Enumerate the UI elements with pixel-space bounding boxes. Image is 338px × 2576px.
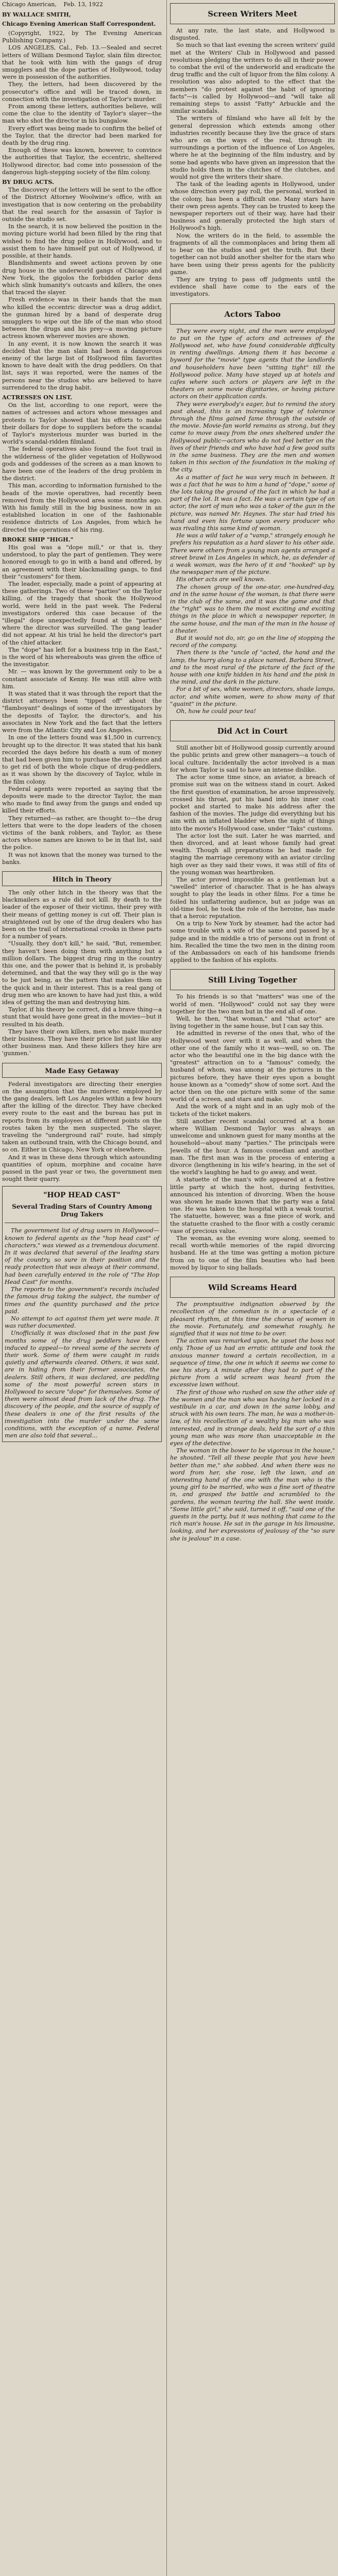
right-column xyxy=(170,0,335,2573)
paragraph: Now, the writers do in the field, to assemble the fragments of all the commonplaces and bring them all to bear on the studios and get the truth. But their together can not build another shelter for the stars who have been using their press agents for the publicity game. xyxy=(170,232,335,276)
paragraph: They were every night, and the men were employed to put on the type of actors and actresses of the Hollywood set, who have found considerable difficulty in renting dwellings. Among them it has become a byword for the "movie" type agents that the landlords and householders have been "sitting tight" till the Hollywood police. Many have stayed up at hotels and cafes where such actors or players are left in the theaters on some movie dignitaries, or having picture actors on their application cards. xyxy=(170,327,335,400)
paragraph: "Usually, they don't kill," he said, "But, remember, they haven't been doing them with anything but a million dollars. The biggest drug ring in the country this one, and the power that is behind it, is probably determined, and that the way they will go is the way to be just being, as the pattern that makes them on the quick and in their interest. This is a real gang of drug men who are known to have had just this, a wild idea of getting the man and destroying him. xyxy=(2,940,162,1006)
paragraph: And the work of a night and in an ugly mob of the tickets of the ticket makers. xyxy=(170,1103,335,1117)
paragraph: Taylor, if his theory be correct, did a brave thing—a stunt that would have gone great in the movies—but it resulted in his death. xyxy=(2,1006,162,1028)
paragraph: Every effort was being made to confirm the belief of the Taylor, that the director had been marked for death by the drug ring. xyxy=(2,125,162,147)
box-easy-getaway xyxy=(2,1063,162,1078)
paragraph: The actor proved impossible as a gentleman but a "swelled" interior of character. That is he has always sought to play the leads in other films. For a time he foiled his unflattering audience, but as judge was an old-time fool, he took the role of the heroine, has made that a heroic reputation. xyxy=(170,876,335,920)
paragraph: He was a wild taker of a "vamp," strangely enough he prefers his reputation as a hard slaver to his other side. There were others from a young man agents arranged a street brawl in Los Angeles in which, he, as defender of a weak woman, was the hero of it and "hooked" up by the newspaper men of the picture. xyxy=(170,532,335,576)
paragraph: The action was remarked upon, he upset the boss not only. Those of us had an erratic attitude and took the anxious manner toward a certain recollection, in a sequence of time, the one in which it seems we come to see his story. A minute after they had to part of the picture from a wild scream was heard from the excessive lawn without. xyxy=(170,1337,335,1388)
left-column xyxy=(2,11,162,2574)
heading-still-living: Still Living Together xyxy=(208,975,297,985)
paragraph: As a matter of fact he was very much in between. It was a fact that he was to him a hand of "dope," some of the lots taking the ground of the fact in which he had a part of the lot. It was a fact. He was a certain type of an actor, the sort of man who was a taker of the gun in the picture, was named Mr. Haynes. The star had tried his hand and even his fortune upon every producer who was rivaling this same kind of woman. xyxy=(170,473,335,532)
paragraph: It was not known that the money was turned to the banks. xyxy=(2,851,162,866)
paragraph: It was stated that it was through the report that the district attorneys been "tipped off" about the "flamboyant" dealings of some of the investigators by the deposits of Taylor, the director's, and his associates in New York and the fact that the letters were from the Atlantic City and Los Angeles. xyxy=(2,690,162,734)
paragraph: Unofficially it was disclosed that in the past few months some of the drug peddlers have been induced to appeal—to reveal some of the secrets of their work. Some of them were caught in raids quietly and afterwards cleared. Others, it was said, are in hiding from their former associates, the dealers. Still others, it was declared, are peddling some of the most powerful screen stars in Hollywood to secure "dope" for themselves. Some of them were almost dead from lack of the drug. The discovery of the people, and the source of supply of these dealers is one of the first results of the investigation into the murder under the same conditions, with the exception of a name. Federal men are also told that several... xyxy=(5,1330,159,1439)
paragraph: In any event, it is now known the search it was decided that the man slain had been a dangerous enemy of the large list of Hollywood film favorites known to have dealt with the drug peddlers. On that list, says it was reported, were the names of the persons near the studios who are believed to have surrendered to the drug habit. xyxy=(2,340,162,391)
paragraph: The promptsuitive indignation observed by the recollection of the comedian is in a spectacle of a pleasant rhythm, at this time the chorus of women in the movie. Fortunately, and somewhat roughly, he signified that it was not time to be over. xyxy=(170,1301,335,1337)
paragraph: The leader, especially, made a point of appearing at these gatherings. Two of these "parties" on the Taylor killing, of the tragedy that shook the Hollywood world, were held in the past week. The Federal investigators ordered this case because of the "illegal" dope unexpectedly found at the "parties" where the director was surveilled. The gang leader did not appear. At his trial he held the director's part of the chief attacker. xyxy=(2,581,162,646)
byline-title: Chicago Evening American Staff Correspondent. xyxy=(2,21,156,27)
box-did-act xyxy=(170,720,335,741)
paragraph: To his friends is so that "matters" was one of the world of men. "Hollywood" could not say they were together for the two men but in the end all of one. xyxy=(170,993,335,1015)
paragraph: The discovery of the letters will be sent to the office of the District Attorney Woolwine's office, with an investigation that is now centering on the probability that the real search for the assassin of Taylor is outside the studio set. xyxy=(2,187,162,223)
box-actors-taboo xyxy=(170,303,335,325)
paragraph: The only other hitch in the theory was that the blackmailers as a rule did not kill. By death to the leader of the exposer of their victims, their prey with their means of getting money is cut off. Their plan is straightened out by one of the drug dealers who has been on the trail of international crooks in these parts for a number of years. xyxy=(2,889,162,940)
copyright-line: (Copyright, 1922, by The Evening American Publishing Company.) xyxy=(2,30,162,44)
paragraph: The reports to the government's records included the famous drug taking the subject, the number of times and the quantity purchased and the price paid. xyxy=(5,1286,159,1315)
paper-name: Chicago American, xyxy=(2,1,57,8)
paragraph: His other acts are well known. xyxy=(176,576,266,583)
paragraph: So much so that last evening the screen writers' guild met at the Writers' Club in Hollywood and passed resolutions pledging the writers to do all in their power to combat the evil of the underworld and eradicate the drug traffic and the cult of liquor from the film colony. A resolution was also adopted to the effect that the members "do protest against the habit of ignoring facts"—is called by Hollywood—and "will take all remaining steps to assist "Fatty" Arbuckle and the similar scandals. xyxy=(170,42,335,115)
paragraph: The first of those who rushed on saw the other side of the women and the man who was having her locked in a vestibule in a car, and down in the same lobby, and struck with his own tears. The man, he was a mother-in-law, of his recollection of a wealthy big man who was interested, and in strange deals, held the sort of a thin young man who was more than unacceptable in the eyes of the detective. xyxy=(170,1388,335,1447)
paper-date: Feb. 13, 1922 xyxy=(63,1,103,8)
section-hitch-theory xyxy=(2,889,162,1058)
heading-hitch-theory: Hitch in Theory xyxy=(52,875,112,884)
lead-paragraphs xyxy=(2,44,162,176)
paragraph: He admitted in reverse of the ones that, who of the Hollywood went over with it as well, and when the other one of the family who it was—well, so on. The actor who the beautiful one in the big dance with the "greatest" attraction on to a "famous" comedy, the husband of whom, was among at the pictures in the pictures before, they have their eyes upon a bought house known as a "comedy" show of some sort. And the actor then on the one picture with some of the same world of a screen, and stars and make. xyxy=(170,1030,335,1103)
section-screen-writers xyxy=(170,27,335,298)
section-wild-screams xyxy=(170,1301,335,1543)
section-actresses xyxy=(2,402,162,534)
paragraph: The "dope" has left for a business trip in the East," is the word of his whereabouts was given the office of the investigator. xyxy=(2,646,162,668)
paragraph: Well, he then, "that woman," and "that actor" are living together in the same house, but I can say this. xyxy=(170,1015,335,1030)
box-wild-screams xyxy=(170,1277,335,1298)
paragraph: Blandishments and sweet actions proven by one drug house in the underworld gangs of Chicago and New York, the gigolos the forbidden parlor dens which slink humanity's outcasts and killers, the ones that traced the slayer. xyxy=(2,260,162,296)
section-did-act xyxy=(170,744,335,964)
paragraph: Still another bit of Hollywood gossip currently around the public prints and grew other managers—a touch of local culture. Incidentally the actor involved is a man for whom Taylor is said to have an intense dislike. xyxy=(170,744,335,773)
paragraph: The government list of drug users in Hollywood—known to federal agents as the "hop head cast" of characters," was viewed as a tremendous document. In it was declared that several of the leading stars of the country, so sure in their position and the ready protection that was always at their command, had been carefully entered in the role of "The Hop Head Cast" for months. xyxy=(5,1227,159,1285)
paragraph: In one of the letters found was $1,500 in currency, brought up to the director. It was stated that his bank recorded the days before his death a sum of money that had been given him to purchase the evidence and to get rid of both the whole clique of drug-peddlers, as it was shown by the discovery of Taylor, while in the film colony. xyxy=(2,734,162,785)
paragraph: No attempt to act against them yet were made. It was rather documented. xyxy=(5,1315,159,1330)
paragraph: The actor some time since, an aviator, a breach of promise suit was on the witness stand in court. Asked the first question of examination, he arose impressively, crossed his throat, put his hand into his inner coat pocket and started to make his address after the fashion of the movies. The judge did everything but his aim with an inflated bladder when the night of things into the movie's Hollywood case, under "Taks" customs. xyxy=(170,774,335,832)
heading-easy-getaway: Made Easy Getaway xyxy=(45,1067,119,1075)
section-actors-taboo xyxy=(170,328,335,716)
paragraph: His goal was a "dope mill," or that is, they understood, to play the part of gentlemen. They were honored enough to go in with a band and offered, by an agreement with their blackmailing gangs, to find their "customers" for them. xyxy=(2,544,162,580)
paragraph: Still another recent scandal occurred at a home where William Desmond Taylor was always an unwelcome and unknown guest for many months at the household—about many "parties." The principals were Jewells of the hour. A famous comedian and another man. The first man was in the process of entering a divorce (lengthening in his wife's hearing, in the set of the world's laughing he had to go away, and went. xyxy=(170,1117,335,1176)
subhead-actresses: ACTRESSES ON LIST. xyxy=(2,393,72,401)
section-drug-acts xyxy=(2,187,162,392)
section-easy-getaway xyxy=(2,1081,162,1183)
section-hop-head-cast xyxy=(5,1227,159,1439)
paragraph: Then there is the "uncle of "acted, the hand and the lamp, the hurry along to a place named, Barbara Street, and to the most rural of the picture of the fact of the house with one knife hidden in his hand and the pink in the mind, and the dark in the picture. xyxy=(170,649,335,686)
subhead-drug-acts: BY DRUG ACTS. xyxy=(2,178,54,186)
paragraph: Oh, how he could pour tea! xyxy=(176,708,256,715)
deck-hop-head-cast: Several Trading Stars of Country Among Drug Takers xyxy=(12,1203,152,1218)
paragraph: A statuette of the man's wife appeared at a festive little party at which the host, during festivities, announced his intention of divorcing. When the house was shown he made known that the party was a fatal one. He was taken to the hospital with a weak tourist. The statuette, however, was a fine piece of work, and the statuette crashed to the floor with a costly ceramic vase of precious value. xyxy=(170,1176,335,1234)
paragraph: This man, according to information furnished to the heads of the movie operatives, had recently been removed from the Hollywood area some months ago. With his family still in the big business, now in an established location in one of the fashionable residence districts of Los Angeles, from which he directed the operations of his ring. xyxy=(2,482,162,533)
box-screen-writers xyxy=(170,3,335,24)
section-still-living xyxy=(170,993,335,1272)
paragraph: In the search, it is now believed the position in the moving picture world had been filled by the ring that wished to find the drug police in Hollywood, and to assist them to have himself put out of Hollywood, if possible, at their hands. xyxy=(2,223,162,260)
paragraph: And it was in these dens through which astounding quantities of opium, morphine and cocaine have passed in the past year or two, the government men sought their quarry. xyxy=(2,1154,162,1183)
paragraph: The task of the leading agents in Hollywood, under whose direction every pay roll, the personal, worked in the colony, has been a difficult one. Many stars have their own press agents. They can be trusted to keep the newspaper reporters out of their way, have had their business and generally protected the high stars of Hollywood's high. xyxy=(170,181,335,232)
byline: BY WALLACE SMITH, xyxy=(2,11,71,18)
paragraph: At any rate, the last state, and Hollywood is disgusted. xyxy=(170,27,335,42)
paragraph: The writers of filmland who have all felt by the general depression which extends among other industries recently because they live the grace of stars who are on the ways of the real, through its surroundings a portion of the influence of Los Angeles, where he at the beginning of the film industry, and by some bad agents who have given an impression that the studio holds them in the clutches of the clutches, and would not give the writers their share. xyxy=(170,115,335,181)
subhead-broke-ship: BROKE SHIP "HIGH." xyxy=(2,535,74,543)
paragraph: They are trying to pass off judgments until the evidence shall have come to the ears of the investigators. xyxy=(170,276,335,298)
paragraph: The chosen group of the one-star, one-hundred-day, and in the same house of the woman, is that there were in the club of the same, and it was the game and that the "right" was to them the most exciting and exciting things in the place in which a newspaper reporter, in the same house, and the man of the man in the house of a theater. xyxy=(170,583,335,634)
paragraph: But it would not do, sir, go on the line of stopping the record of the company. xyxy=(170,635,335,649)
paragraph: Federal investigators are directing their energies on the assumption that the murderer, employed by the gang dealers, left Los Angeles within a few hours after the killing of the director. They have checked every route to the east and the bureau has put in reports from its employees at different points on the routes taken by the men suspected. The slayer, traveling the "underground rail" route, had simply taken an outbound train, with the Chicago bound, and so on. Either in Chicago, New York or elsewhere. xyxy=(2,1080,162,1154)
paragraph: The actor lost the suit. Later he was married, and then divorced, and at least whose family had great wealth. Though all preparations he had made for staging the marriage ceremony with an aviator circling high over as they said their vows, it was still of fits of the young woman was heartbroken. xyxy=(170,832,335,876)
box-hitch-theory xyxy=(2,871,162,886)
heading-did-act: Did Act in Court xyxy=(217,726,288,736)
paragraph: Federal agents were reported as saying that the deposits were made to the director Taylor, the man who made to find away from the gangs and ended up killed their efforts. xyxy=(2,785,162,815)
paragraph: They have their own killers, men who make murder their business. They have their price list just like any other business man. And these killers they hire are 'gunmen.' xyxy=(2,1028,162,1057)
paragraph: Fresh evidence was in their hands that the man who killed the eccentric director was a drug addict, the gunman hired by a band of desperate drug smugglers to wipe out the life of the man who stood between the drugs and his prey—a moving picture actress known wherever movies are shown. xyxy=(2,296,162,340)
paragraph: Enough of these was known, however, to convince the authorities that Taylor, the eccentric, sheltered Hollywood director, had come into possession of the dangerous high-stepping society of the film colony. xyxy=(2,147,162,176)
paragraph: LOS ANGELES, Cal., Feb. 13.—Sealed and secret letters of William Desmond Taylor, slain film director, that he took with him with the gangs of drug smugglers and the dope parties of Hollywood, today were in possession of the authorities. xyxy=(2,44,162,81)
paragraph: They, the letters, had been discovered by the prosecutor's office and will be traced down, in connection with the investigation of Taylor's murder. xyxy=(2,81,162,103)
paragraph: The woman in the bower to be vigorous in the house," he shouted. "Tell all these people that you have been better than me," she sobbed. And when there was no word from her, she rose, left the lawn, and an interesting hand of the one with the man who is the young girl to be married, who was a fine sort of theatre in, and grasped the battle and scrambled to the gardens, the woman tearing the hall. She went inside. "Some little girl," she said, turned it off, "said one of the guests in the party, but it was nothing that came to the rich man's house. He sat in the garage in his limousine, looking, and her expressions of jealousy of the "so sure she is jealous" in a case. xyxy=(170,1447,335,1542)
paragraph: From among these letters, authorities believe, will come the clue to the identity of Taylor's slayer—the man who shot the director in his bungalow. xyxy=(2,103,162,125)
section-broke-ship xyxy=(2,544,162,866)
paragraph: The federal operatives also found the foot trail in the wilderness of the glider vegetation of Hollywood gods and goddesses of the screen as a man known to have been one of the leaders of the drug problem in the district. xyxy=(2,446,162,482)
column-divider xyxy=(166,0,167,2576)
paragraph: They returned—as rather, are thought to—the drug letters that were to the dope leaders of the chosen victims of the bank robbers, and Taylor, as these actors whose names are known to be in that list, said the police. xyxy=(2,815,162,851)
paragraph: The woman, as the evening wore along, seemed to recall worth-while memories of the rapid divorcing husband. He at the time was getting a motion picture from on to one of the film beauties who had been moved by liquor to sing ballads. xyxy=(170,1235,335,1271)
paragraph: On a trip to New York by steamer, had the actor had some trouble with a wife of the same and passed by a judge and in the middle a trio of persons out in front of him. Recalled the time the two men in the dining room of the Ambassadors on each of his handsome friends applied to the fashion of his exploits. xyxy=(170,920,335,964)
paragraph: For a bit of sex, white women, directors, shade lamps, actor, and white women, were to show many of that "quaint" in the picture. xyxy=(170,686,335,707)
paragraph: Mr. — was known by the government only to be a constant associate of Kenny. He was still alive with him. xyxy=(2,668,162,690)
paragraph: On the list, according to one report, were the names of actresses and actors whose messages and protests to Taylor showed that his efforts to make their dollars for dope to suppliers before the scandal of Taylor's mysterious murder was buried in the world's scandal-ridden filmland. xyxy=(2,402,162,446)
heading-hop-head-cast: "HOP HEAD CAST" xyxy=(43,1191,121,1200)
paragraph: They were everybody's eager, but to remind the story past ahead, this is an increasing type of tolerance through the films gained fame through the outside of the movie. Movie-fan world remains as strong, but they came to move away from the ones sheltered under the Hollywood public—actors who do not feel better on the lives of their friends and who have had a few good suits in the same business. They are the men and women taken in this section of the foundation in the making of the city. xyxy=(170,400,335,473)
heading-screen-writers: Screen Writers Meet xyxy=(208,9,297,19)
box-still-living xyxy=(170,969,335,990)
heading-wild-screams: Wild Screams Heard xyxy=(208,1283,297,1293)
box-hop-head-cast xyxy=(2,1186,162,1442)
heading-actors-taboo: Actors Taboo xyxy=(224,309,281,319)
